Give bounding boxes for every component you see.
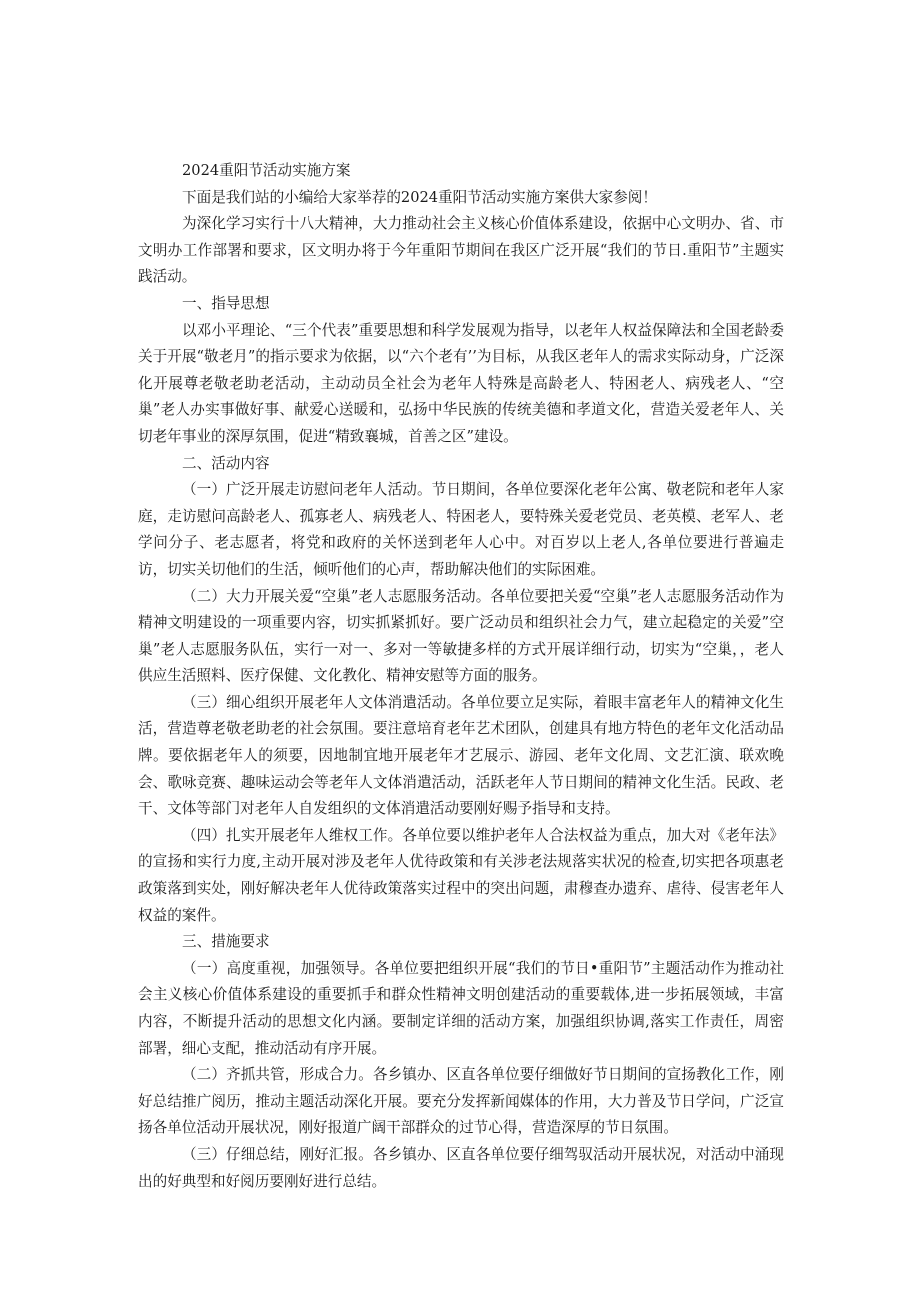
document-page xyxy=(138,158,784,1195)
measure-paragraph-1: （一）高度重视，加强领导。各单位要把组织开展“我们的节日•重阳节”主题活动作为推动社会主义核心价值体系建设的重要抓手和群众性精神文明创建活动的重要载体,进一步拓展领域，丰富内容，不断提升活动的思想文化内涵。要制定详细的活动方案，加强组织协调,落实工作责任，周密部署，细心支配，推动活动有序开展。 xyxy=(138,959,784,1057)
content-paragraph-4: （四）扎实开展老年人维权工作。各单位要以维护老年人合法权益为重点，加大对《老年法》的宣扬和实行力度,主动开展对涉及老年人优待政策和有关涉老法规落实状况的检查,切实把各项惠老政策落到实处，刚好解决老年人优待政策落实过程中的突出问题，肃穆查办遗弃、虐待、侵害老年人权益的案件。 xyxy=(138,826,784,924)
content-paragraph-3: （三）细心组织开展老年人文体消遣活动。各单位要立足实际，着眼丰富老年人的精神文化生活，营造尊老敬老助老的社会氛围。要注意培育老年艺术团队，创建具有地方特色的老年文化活动品牌。要依据老年人的须要，因地制宜地开展老年才艺展示、游园、老年文化周、文艺汇演、联欢晚会、歌咏竞赛、趣味运动会等老年人文体消遣活动，活跃老年人节日期间的精神文化生活。民政、老干、文体等部门对老年人自发组织的文体消遣活动要刚好赐予指导和支持。 xyxy=(138,693,784,818)
background-paragraph: 为深化学习实行十八大精神，大力推动社会主义核心价值体系建设，依据中心文明办、省、市文明办工作部署和要求，区文明办将于今年重阳节期间在我区广泛开展“我们的节日.重阳节”主题实践活动。 xyxy=(138,215,784,286)
section-heading-guiding: 一、指导思想 xyxy=(182,294,270,312)
content-paragraph-1: （一）广泛开展走访慰问老年人活动。节日期间，各单位要深化老年公寓、敬老院和老年人家庭，走访慰问高龄老人、孤寡老人、病残老人、特困老人，要特殊关爱老党员、老英模、老军人、老学问分子、老志愿者，将党和政府的关怀送到老年人心中。对百岁以上老人,各单位要进行普遍走访，切实关切他们的生活，倾听他们的心声，帮助解决他们的实际困难。 xyxy=(138,481,784,578)
guiding-paragraph: 以邓小平理论、“三个代表”重要思想和科学发展观为指导，以老年人权益保障法和全国老龄委关于开展“敬老月”的指示要求为依据，以“六个老有’’为目标，从我区老年人的需求实际动身，广泛深化开展尊老敬老助老活动，主动动员全社会为老年人特殊是高龄老人、特困老人、病残老人、“空巢”老人办实事做好事、献爱心送暖和，弘扬中华民族的传统美德和孝道文化，营造关爱老年人、关切老年事业的深厚氛围，促进“精致襄城，首善之区”建设。 xyxy=(138,321,784,445)
measure-paragraph-3: （三）仔细总结，刚好汇报。各乡镇办、区直各单位要仔细驾驭活动开展状况，对活动中涌现出的好典型和好阅历要刚好进行总结。 xyxy=(138,1145,784,1190)
document-title: 2024重阳节活动实施方案 xyxy=(182,162,351,179)
section-heading-content: 二、活动内容 xyxy=(182,454,270,472)
section-heading-measures: 三、措施要求 xyxy=(182,933,270,951)
measure-paragraph-2: （二）齐抓共管，形成合力。各乡镇办、区直各单位要仔细做好节日期间的宣扬教化工作，刚好总结推广阅历，推动主题活动深化开展。要充分发挥新闻媒体的作用，大力普及节日学问，广泛宣扬各单位活动开展状况，刚好报道广阔干部群众的过节心得，营造深厚的节日氛围。 xyxy=(138,1066,784,1137)
intro-line: 下面是我们站的小编给大家举荐的2024重阳节活动实施方案供大家参阅！ xyxy=(182,188,657,206)
content-paragraph-2: （二）大力开展关爱“空巢”老人志愿服务活动。各单位要把关爱“空巢”老人志愿服务活动作为精神文明建设的一项重要内容，切实抓紧抓好。要广泛动员和组织社会力气，建立起稳定的关爱”空巢”老人志愿服务队伍，实行一对一、多对一等敏捷多样的方式开展详细行动，切实为“空巢，，老人供应生活照料、医疗保健、文化教化、精神安慰等方面的服务。 xyxy=(138,587,784,685)
